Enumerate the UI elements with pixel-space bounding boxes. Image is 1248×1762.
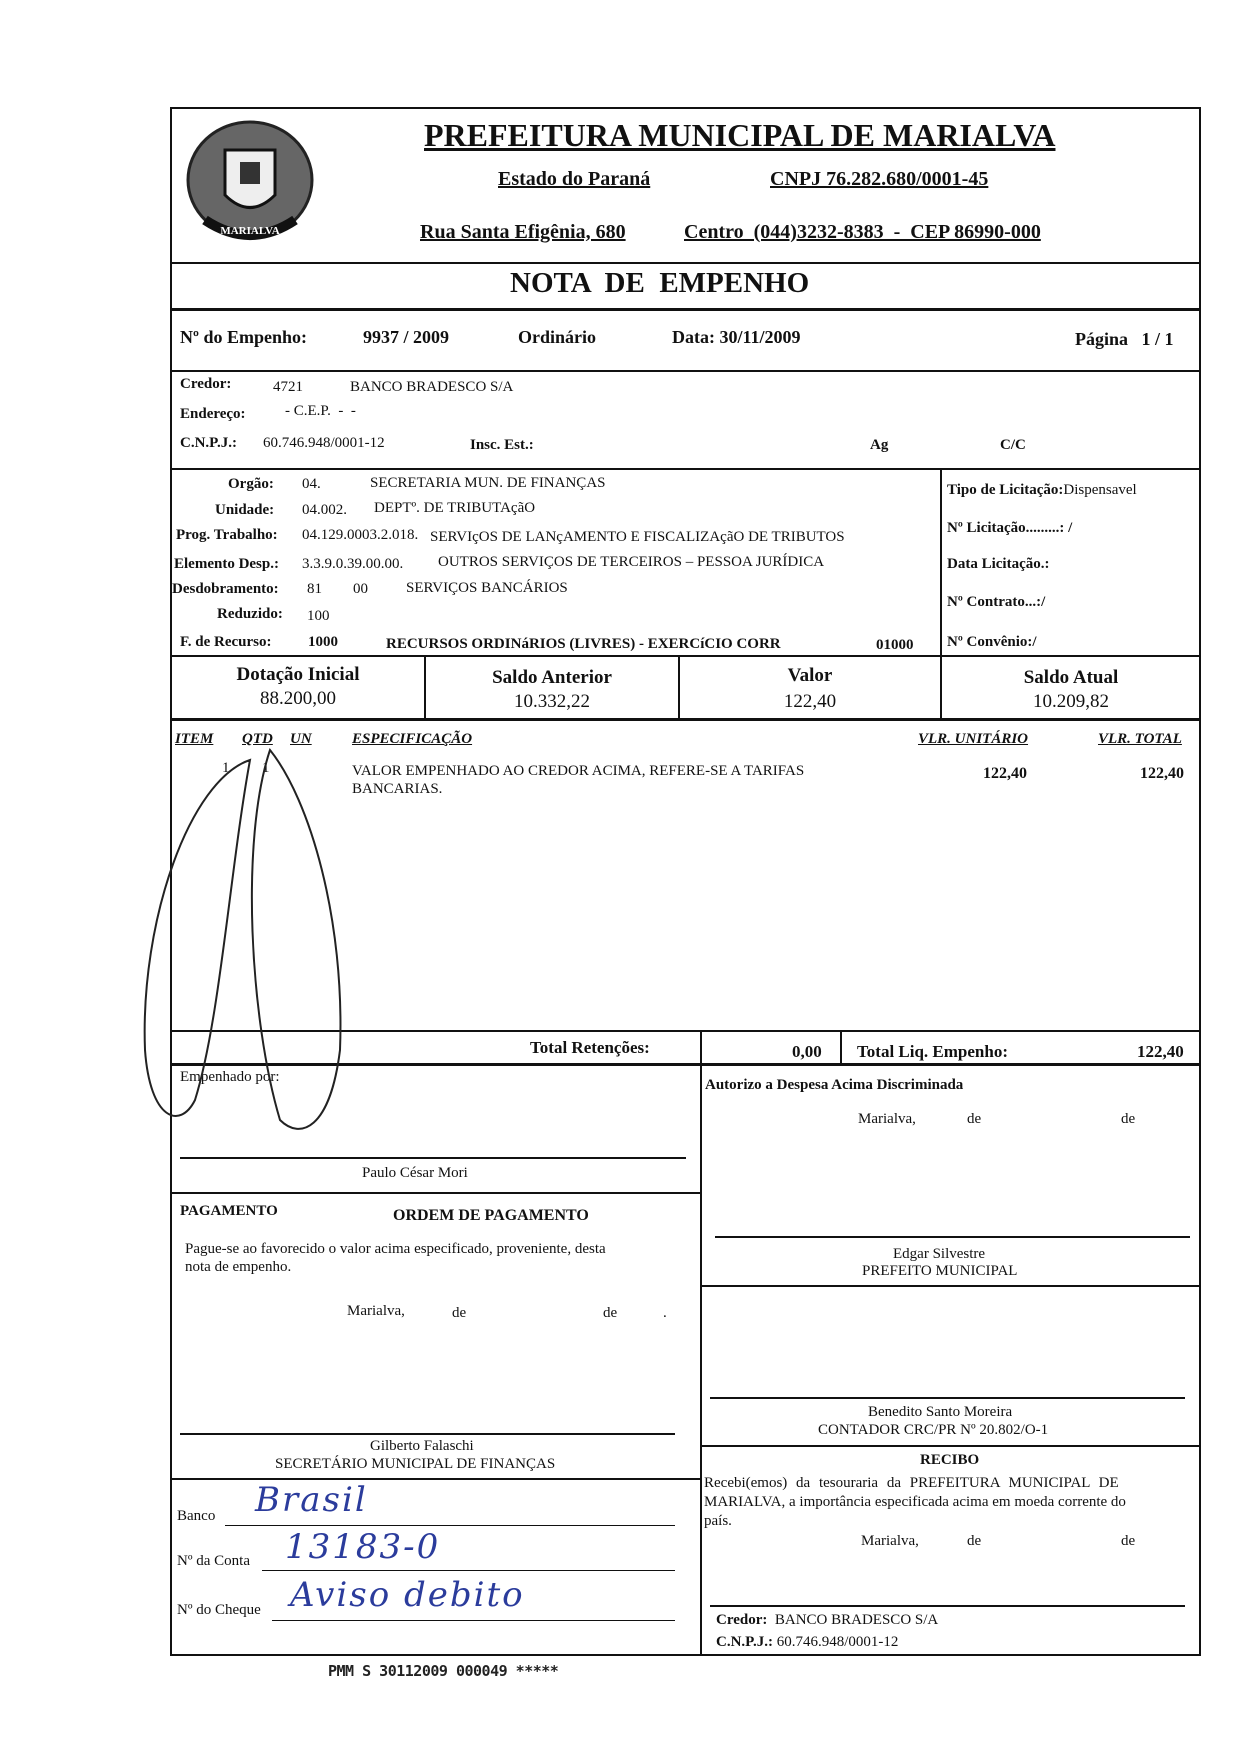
autorizo-city: Marialva, — [858, 1111, 916, 1127]
valor-label: Valor — [787, 665, 833, 686]
licitacao-number: Nº Licitação.........: / — [947, 520, 1073, 536]
total-retencoes-value: 0,00 — [792, 1042, 822, 1061]
elemento-label: Elemento Desp.: — [174, 556, 279, 572]
pagamento-label: PAGAMENTO — [180, 1203, 278, 1219]
empenhado-signer: Paulo César Mori — [362, 1165, 468, 1181]
saldo-anterior-value: 10.332,22 — [514, 691, 590, 712]
desdobramento-a: 81 — [307, 581, 322, 597]
recibo-cnpj: 60.746.948/0001-12 — [776, 1634, 899, 1650]
prefeito-name: Edgar Silvestre — [893, 1246, 986, 1262]
cheque-handwritten: Aviso debito — [290, 1575, 525, 1615]
banco-handwritten: Brasil — [255, 1480, 368, 1520]
conta-label: Nº da Conta — [177, 1553, 250, 1569]
credor-cnpj: 60.746.948/0001-12 — [263, 435, 385, 451]
contador-role: CONTADOR CRC/PR Nº 20.802/O-1 — [818, 1422, 1049, 1438]
tipo-licitacao-value: Dispensavel — [1063, 482, 1137, 498]
col-valor-unitario: VLR. UNITÁRIO — [918, 731, 1029, 747]
orgao-label: Orgão: — [228, 476, 274, 492]
prefeito-role: PREFEITO MUNICIPAL — [862, 1263, 1018, 1279]
pagamento-text-cont: nota de empenho. — [185, 1259, 292, 1275]
unidade-code: 04.002. — [302, 502, 347, 518]
pagamento-date-de2: de — [603, 1305, 618, 1321]
elemento-name: OUTROS SERVIÇOS DE TERCEIROS – PESSOA JURÍDICA — [438, 554, 825, 570]
address: Rua Santa Efigênia, 680 — [420, 221, 626, 243]
row-especificacao: VALOR EMPENHADO AO CREDOR ACIMA, REFERE-SE A TARIFAS — [352, 763, 805, 779]
recurso-label: F. de Recurso: — [180, 634, 272, 650]
dotacao-inicial-label: Dotação Inicial — [236, 664, 360, 685]
licitacao-date: Data Licitação.: — [947, 556, 1050, 572]
credor-label: Credor: — [180, 376, 232, 392]
empenho-date: Data: 30/11/2009 — [672, 327, 801, 347]
tipo-licitacao-label: Tipo de Licitação: — [947, 482, 1064, 498]
recibo-text: Recebi(emos) da tesouraria da PREFEITURA MUNICIPAL DE — [704, 1475, 1119, 1491]
empenho-type: Ordinário — [518, 327, 597, 347]
conta-handwritten: 13183-0 — [285, 1527, 441, 1567]
recurso-number: 01000 — [876, 637, 914, 653]
svg-text:MARIALVA: MARIALVA — [220, 225, 280, 237]
desdobramento-b: 00 — [353, 581, 368, 597]
elemento-code: 3.3.9.0.39.00.00. — [302, 556, 404, 572]
unidade-name: DEPTº. DE TRIBUTAçãO — [374, 500, 536, 516]
autorizo-de: de — [967, 1111, 982, 1127]
recibo-de2: de — [1121, 1533, 1136, 1549]
empenho-label: Nº do Empenho: — [180, 327, 307, 347]
desdobramento-name: SERVIÇOS BANCÁRIOS — [406, 580, 568, 596]
row-qtd: 1 — [262, 760, 270, 776]
document-title: NOTA DE EMPENHO — [510, 267, 810, 299]
credor-name: BANCO BRADESCO S/A — [350, 379, 514, 395]
cnpj-label: C.N.P.J.: — [180, 435, 237, 451]
col-qtd: QTD — [242, 731, 273, 747]
state-label: Estado do Paraná — [498, 168, 651, 190]
autorizo-label: Autorizo a Despesa Acima Discriminada — [705, 1077, 964, 1093]
endereco-value: - C.E.P. - - — [285, 403, 356, 419]
empenhado-por-label: Empenhado por: — [180, 1069, 280, 1085]
pagamento-date-dot: . — [663, 1305, 667, 1321]
recibo-city: Marialva, — [861, 1533, 919, 1549]
pagamento-city: Marialva, — [347, 1303, 405, 1319]
col-valor-total: VLR. TOTAL — [1098, 731, 1182, 747]
prog-label: Prog. Trabalho: — [176, 527, 278, 543]
protocol-stamp: PMM S 30112009 000049 ***** — [328, 1662, 559, 1680]
row-item: 1 — [222, 760, 230, 776]
row-valor-total: 122,40 — [1140, 765, 1184, 782]
recibo-text-cont: MARIALVA, a importância especificada acima em moeda corrente do — [704, 1494, 1126, 1510]
contact-info: Centro (044)3232-8383 - CEP 86990-000 — [684, 221, 1041, 243]
secretario-role: SECRETÁRIO MUNICIPAL DE FINANÇAS — [275, 1456, 556, 1472]
pagamento-text: Pague-se ao favorecido o valor acima especificado, proveniente, desta — [185, 1241, 606, 1257]
recibo-cnpj-label: C.N.P.J.: — [716, 1634, 773, 1650]
prog-code: 04.129.0003.2.018. — [302, 527, 419, 543]
valor-value: 122,40 — [783, 691, 837, 712]
insc-est-label: Insc. Est.: — [470, 437, 534, 453]
agencia-label: Ag — [870, 437, 889, 453]
empenho-number: 9937 / 2009 — [363, 327, 450, 347]
contrato-number: Nº Contrato...:/ — [947, 594, 1046, 610]
reduzido-value: 100 — [307, 608, 330, 624]
endereco-label: Endereço: — [180, 406, 246, 422]
unidade-label: Unidade: — [215, 502, 275, 518]
saldo-atual-value: 10.209,82 — [1033, 691, 1109, 712]
recibo-de: de — [967, 1533, 982, 1549]
convenio-number: Nº Convênio:/ — [947, 634, 1037, 650]
pagamento-date-de: de — [452, 1305, 467, 1321]
municipal-crest-logo — [180, 110, 320, 260]
banco-label: Banco — [177, 1508, 216, 1524]
total-retencoes-label: Total Retenções: — [530, 1038, 650, 1057]
col-especificacao: ESPECIFICAÇÃO — [352, 731, 473, 747]
autorizo-de2: de — [1121, 1111, 1136, 1127]
orgao-name: SECRETARIA MUN. DE FINANÇAS — [370, 475, 606, 491]
desdobramento-label: Desdobramento: — [172, 581, 279, 597]
row-valor-unitario: 122,40 — [983, 765, 1027, 782]
recurso-name: RECURSOS ORDINáRIOS (LIVRES) - EXERCíCIO CORR — [386, 636, 781, 652]
col-un: UN — [290, 731, 312, 747]
recibo-credor: BANCO BRADESCO S/A — [774, 1612, 939, 1628]
saldo-anterior-label: Saldo Anterior — [492, 667, 612, 688]
ordem-pagamento-label: ORDEM DE PAGAMENTO — [393, 1207, 589, 1224]
cnpj-label: CNPJ 76.282.680/0001-45 — [770, 168, 989, 190]
page-number: Página 1 / 1 — [1075, 329, 1174, 349]
recibo-title: RECIBO — [920, 1452, 980, 1468]
recibo-text-end: país. — [704, 1513, 732, 1529]
prog-name: SERVIçOS DE LANçAMENTO E FISCALIZAçãO DE TRIBUTOS — [430, 529, 845, 545]
conta-corrente-label: C/C — [1000, 437, 1026, 453]
recurso-code: 1000 — [308, 634, 338, 650]
recibo-credor-label: Credor: — [716, 1612, 768, 1628]
secretario-name: Gilberto Falaschi — [370, 1438, 474, 1454]
saldo-atual-label: Saldo Atual — [1023, 667, 1119, 688]
page-title: PREFEITURA MUNICIPAL DE MARIALVA — [424, 117, 1056, 153]
cheque-label: Nº do Cheque — [177, 1602, 261, 1618]
credor-code: 4721 — [273, 379, 303, 395]
reduzido-label: Reduzido: — [217, 606, 283, 622]
contador-name: Benedito Santo Moreira — [868, 1404, 1013, 1420]
orgao-code: 04. — [302, 476, 321, 492]
dotacao-inicial-value: 88.200,00 — [260, 688, 336, 709]
total-liquido-value: 122,40 — [1137, 1042, 1184, 1061]
col-item: ITEM — [175, 731, 214, 747]
pen-scribble-marks — [130, 720, 370, 1140]
row-especificacao-cont: BANCARIAS. — [352, 781, 443, 797]
total-liquido-label: Total Liq. Empenho: — [857, 1042, 1008, 1061]
